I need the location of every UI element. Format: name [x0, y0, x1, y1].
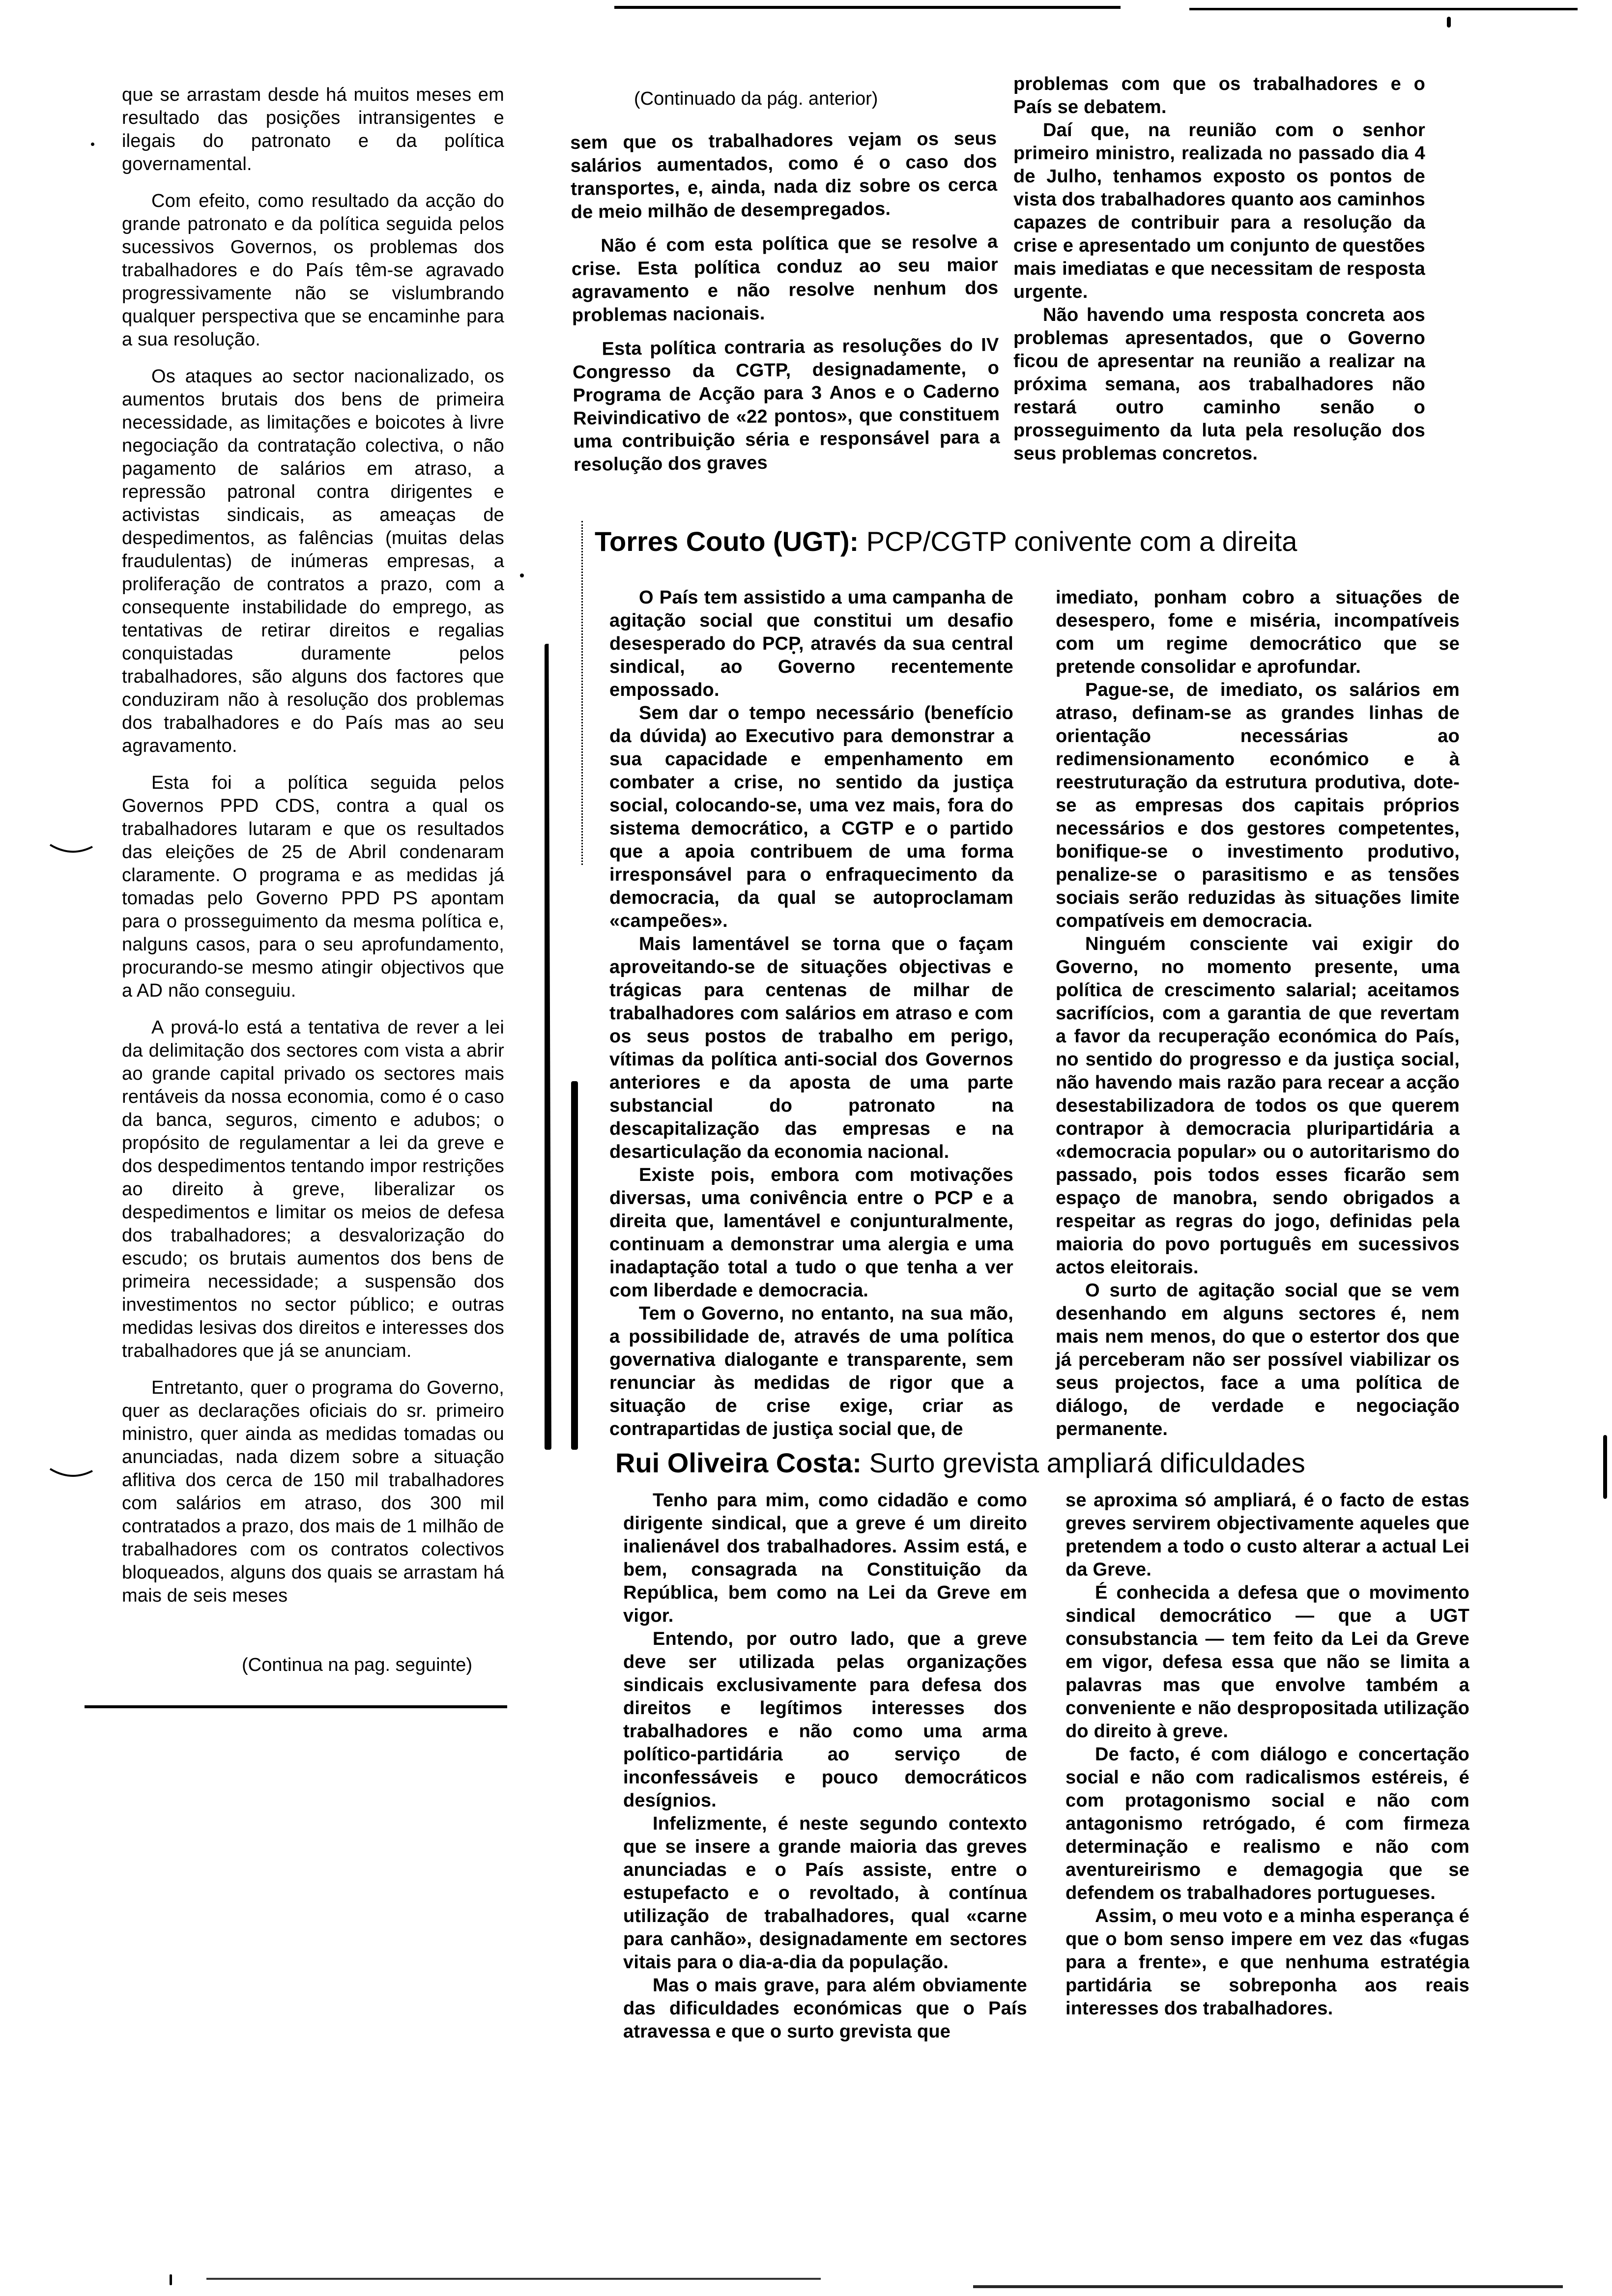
right-paragraph: Daí que, na reunião com o senhor primeiro ministro, realizada no passado dia 4 de Julho, tenhamos exposto os pontos de vista dos trabalhadores quanto aos caminhos capazes de contribuir para a resolução da crise e apresentado um conjunto de questões mais imediatas e que necessitam de resposta urgente. — [1013, 120, 1425, 302]
bottom-mark — [170, 2274, 172, 2285]
middle-paragraph: Esta política contraria as resoluções do IV Congresso da CGTP, designadamente, o Programa de Acção para 3 Anos e o Caderno Reivindicativo de «22 pontos», que constituem uma contribuição séria e responsável para a resolução dos graves — [572, 334, 1000, 475]
scan-vertical-bar — [571, 1081, 578, 1450]
article-paragraph: Mais lamentável se torna que o façam aproveitando-se de situações objectivas e trágicas para centenas de milhar de trabalhadores com salários em atraso e com os seus postos de trabalho em perigo, vítimas da política anti-social dos Governos anteriores e da aposta de uma parte substancial do patronato na descapitalização das empresas e na desarticulação da economia nacional. — [609, 934, 1013, 1162]
top-right-mark — [1447, 17, 1451, 28]
article-paragraph: O surto de agitação social que se vem desenhando em alguns sectores é, nem mais nem menos, do que o estertor dos que já perceberam não ser possível viabilizar os seus projectos, face a uma política de diálogo, de verdade e negociação permanente. — [1056, 1280, 1460, 1439]
article-paragraph: Infelizmente, é neste segundo contexto que se insere a grande maioria das greves anunciadas e o País assiste, entre o estupefacto e o revoltado, à contínua utilização de trabalhadores, qual «carne para canhão», designadamente em sectores vitais para o dia-a-dia da população. — [623, 1813, 1027, 1973]
torres-couto-column-2 — [1056, 586, 1460, 1441]
article-paragraph: Tenho para mim, como cidadão e como dirigente sindical, que a greve é um direito inalienável dos trabalhadores. Assim está, e bem, consagrada na Constituição da República, bem como na Lei da Greve em vigor. — [623, 1490, 1027, 1626]
left-paragraph: que se arrastam desde há muitos meses em resultado das posições intransigentes e ilegais do patronato e da política governamental. — [122, 85, 504, 174]
left-paragraph: A prová-lo está a tentativa de rever a lei da delimitação dos sectores com vista a abrir ao grande capital privado os sectores mais rentáveis da nossa economia, como é o caso da banca, seguros, cimento e adubos; o propósito de regulamentar a lei da greve e dos despedimentos tentando impor restrições ao direito à greve, liberalizar os despedimentos e limitar os meios de defesa dos trabalhadores; a desvalorização do escudo; os brutais aumentos dos bens de primeira necessidade; a suspensão dos investimentos no sector público; e outras medidas lesivas dos direitos e interesses dos trabalhadores que já se anunciam. — [122, 1017, 504, 1361]
article-paragraph: Entendo, por outro lado, que a greve deve ser utilizada pelas organizações sindicais exclusivamente para defesa dos direitos e legítimos interesses dos trabalhadores e não como uma arma político-partidária ao serviço de inconfessáveis e pouco democráticos desígnios. — [623, 1629, 1027, 1811]
left-column — [122, 84, 504, 1607]
article-paragraph: se aproxima só ampliará, é o facto de estas greves servirem objectivamente aqueles que pretendem a todo o custo alterar a actual Lei da Greve. — [1065, 1490, 1469, 1580]
continues-next-page-note: (Continua na pag. seguinte) — [242, 1655, 472, 1675]
middle-paragraph: sem que os trabalhadores vejam os seus salários aumentados, como é o caso dos transportes, e, ainda, nada diz sobre os cerca de meio milhão de desempregados. — [570, 128, 998, 223]
article-paragraph: Tem o Governo, no entanto, na sua mão, a possibilidade de, através de uma política governativa dialogante e transparente, sem renunciar às medidas de rigor que a situação de crise exige, criar as contrapartidas de justiça social que, de — [609, 1303, 1013, 1439]
article-paragraph: Existe pois, embora com motivações diversas, uma conivência entre o PCP e a direita que, lamentável e conjunturalmente, continuam a demonstrar uma alergia e uma inadaptação total a tudo o que tenha a ver com liberdade e democracia. — [609, 1165, 1013, 1301]
headline-speaker: Torres Couto (UGT): — [595, 526, 859, 557]
article-paragraph: Sem dar o tempo necessário (benefício da dúvida) ao Executivo para demonstrar a sua capacidade e empenhamento em combater a crise, no sentido da justiça social, colocando-se, uma vez mais, fora do sistema democrático, a CGTP e o partido que a apoia contribuem de uma forma irresponsável para o enfraquecimento da democracia, da qual se autoproclamam «campeões». — [609, 703, 1013, 931]
headline-text: Surto grevista ampliará dificuldades — [869, 1447, 1305, 1478]
rui-oliveira-costa-headline — [615, 1447, 1305, 1479]
right-top-column — [1013, 73, 1425, 465]
middle-paragraph: Não é com esta política que se resolve a crise. Esta política conduz ao seu maior agravamento e não resolve nenhum dos problemas nacionais. — [571, 231, 999, 326]
headline-text: PCP/CGTP conivente com a direita — [866, 526, 1297, 557]
margin-bracket-mark — [49, 843, 93, 858]
scan-vertical-bar — [1603, 1435, 1607, 1499]
right-paragraph: Não havendo uma resposta concreta aos problemas apresentados, que o Governo ficou de apresentar na reunião a realizar na próxima semana, aos trabalhadores não restará outro caminho senão o prosseguimento da luta pela resolução dos seus problemas concretos. — [1013, 305, 1425, 464]
article-paragraph: De facto, é com diálogo e concertação social e não com radicalismos estéreis, é com protagonismo social e não com antagonismo retrógado, é com firmeza determinação e realismo e não com aventureirismo e demagogia que se defendem os trabalhadores portugueses. — [1065, 1744, 1469, 1903]
torres-couto-column-1 — [609, 586, 1013, 1441]
article-paragraph: Assim, o meu voto e a minha esperança é que o bom senso impere em vez das «fugas para a frente», e que nenhuma estratégia partidária se sobreponha aos reais interesses dos trabalhadores. — [1065, 1906, 1469, 2019]
torres-couto-headline — [595, 526, 1297, 557]
article-paragraph: Ninguém consciente vai exigir do Governo, no momento presente, uma política de crescimento salarial; aceitamos sacrifícios, com a garantia de que revertam a favor da recuperação económica do País, no sentido do progresso e da justiça social, não havendo mais razão para recear a acção desestabilizadora de todos os que querem contrapor à democracia pluripartidária a «democracia popular» ou o autoritarismo do passado, pois todos esses ficarão sem espaço de manobra, sendo obrigados a respeitar as regras do jogo, definidas pela maioria do povo português em sucessivos actos eleitorais. — [1056, 934, 1460, 1278]
bottom-scan-noise — [973, 2285, 1563, 2288]
rui-oliveira-costa-column-1 — [623, 1489, 1027, 2043]
left-column-end-rule — [85, 1705, 507, 1708]
margin-bracket-mark — [49, 1467, 93, 1482]
article-paragraph: Mas o mais grave, para além obviamente das dificuldades económicas que o País atravessa e que o surto grevista que — [623, 1975, 1027, 2042]
continued-from-previous-page-note: (Continuado da pág. anterior) — [634, 88, 878, 109]
top-scan-rule-left — [614, 6, 1121, 9]
article-paragraph: Pague-se, de imediato, os salários em atraso, definam-se as grandes linhas de orientação necessárias ao redimensionamento económico e à reestruturação da estrutura produtiva, dote-se as empresas dos capitais próprios necessários e dos gestores competentes, bonifique-se o investimento produtivo, penalize-se o parasitismo e as tensões sociais serão reduzidas às situações limite compatíveis em democracia. — [1056, 680, 1460, 931]
left-paragraph: Entretanto, quer o programa do Governo, quer as declarações oficiais do sr. primeiro ministro, quer ainda as medidas tomadas ou anunciadas, nada dizem sobre a situação aflitiva dos cerca de 150 mil trabalhadores com salários em atraso, dos 300 mil contratados a prazo, dos mais de 1 milhão de trabalhadores com os contratos colectivos bloqueados, alguns dos quais se arrastam há mais de seis meses — [122, 1378, 504, 1606]
rui-oliveira-costa-column-2 — [1065, 1489, 1469, 2020]
headline-speaker: Rui Oliveira Costa: — [615, 1447, 862, 1478]
article-paragraph: É conhecida a defesa que o movimento sindical democrático — que a UGT consubstancia — tem feito da Lei da Greve em vigor, defesa essa que não se limita a palavras mas que envolve também a conveniente e não despropositada utilização do direito à greve. — [1065, 1582, 1469, 1742]
left-paragraph: Esta foi a política seguida pelos Governos PPD CDS, contra a qual os trabalhadores lutaram e que os resultados das eleições de 25 de Abril condenaram claramente. O programa e as medidas já tomadas pelo Governo PPD PS apontam para o prosseguimento da mesma política e, nalguns casos, para o seu aprofundamento, procurando-se mesmo atingir objectivos que a AD não conseguiu. — [122, 773, 504, 1001]
middle-top-column — [570, 127, 1000, 477]
article-paragraph: O País tem assistido a uma campanha de agitação social que constitui um desafio desesperado do PCP, através da sua central sindical, ao Governo recentemente empossado. — [609, 587, 1013, 700]
bottom-scan-noise — [206, 2278, 821, 2280]
left-paragraph: Com efeito, como resultado da acção do grande patronato e da política seguida pelos sucessivos Governos, os problemas dos trabalhadores e do País têm-se agravado progressivamente não se vislumbrando qualquer perspectiva que se encaminhe para a sua resolução. — [122, 191, 504, 350]
left-paragraph: Os ataques ao sector nacionalizado, os aumentos brutais dos bens de primeira necessidade, as limitações e boicotes à livre negociação da contratação colectiva, o não pagamento de salários em atraso, a repressão patronal contra dirigentes e activistas sindicais, as ameaças de despedimentos, as falências (muitas delas fraudulentas) de inúmeras empresas, a proliferação de contratos a prazo, com a consequente instabilidade do emprego, as tentativas de retirar direitos e regalias conquistadas duramente pelos trabalhadores, são alguns dos factores que conduziram não à resolução dos problemas dos trabalhadores e do País mas ao seu agravamento. — [122, 366, 504, 756]
margin-dot — [91, 143, 94, 146]
margin-dot — [520, 574, 524, 577]
scan-vertical-bar — [545, 644, 551, 1450]
top-scan-rule-right — [1189, 8, 1578, 10]
dotted-guide-line — [581, 521, 583, 865]
article-paragraph: imediato, ponham cobro a situações de desespero, fome e miséria, incompatíveis com um regime democrático que se pretende consolidar e aprofundar. — [1056, 587, 1460, 677]
right-paragraph: problemas com que os trabalhadores e o País se debatem. — [1013, 74, 1425, 117]
